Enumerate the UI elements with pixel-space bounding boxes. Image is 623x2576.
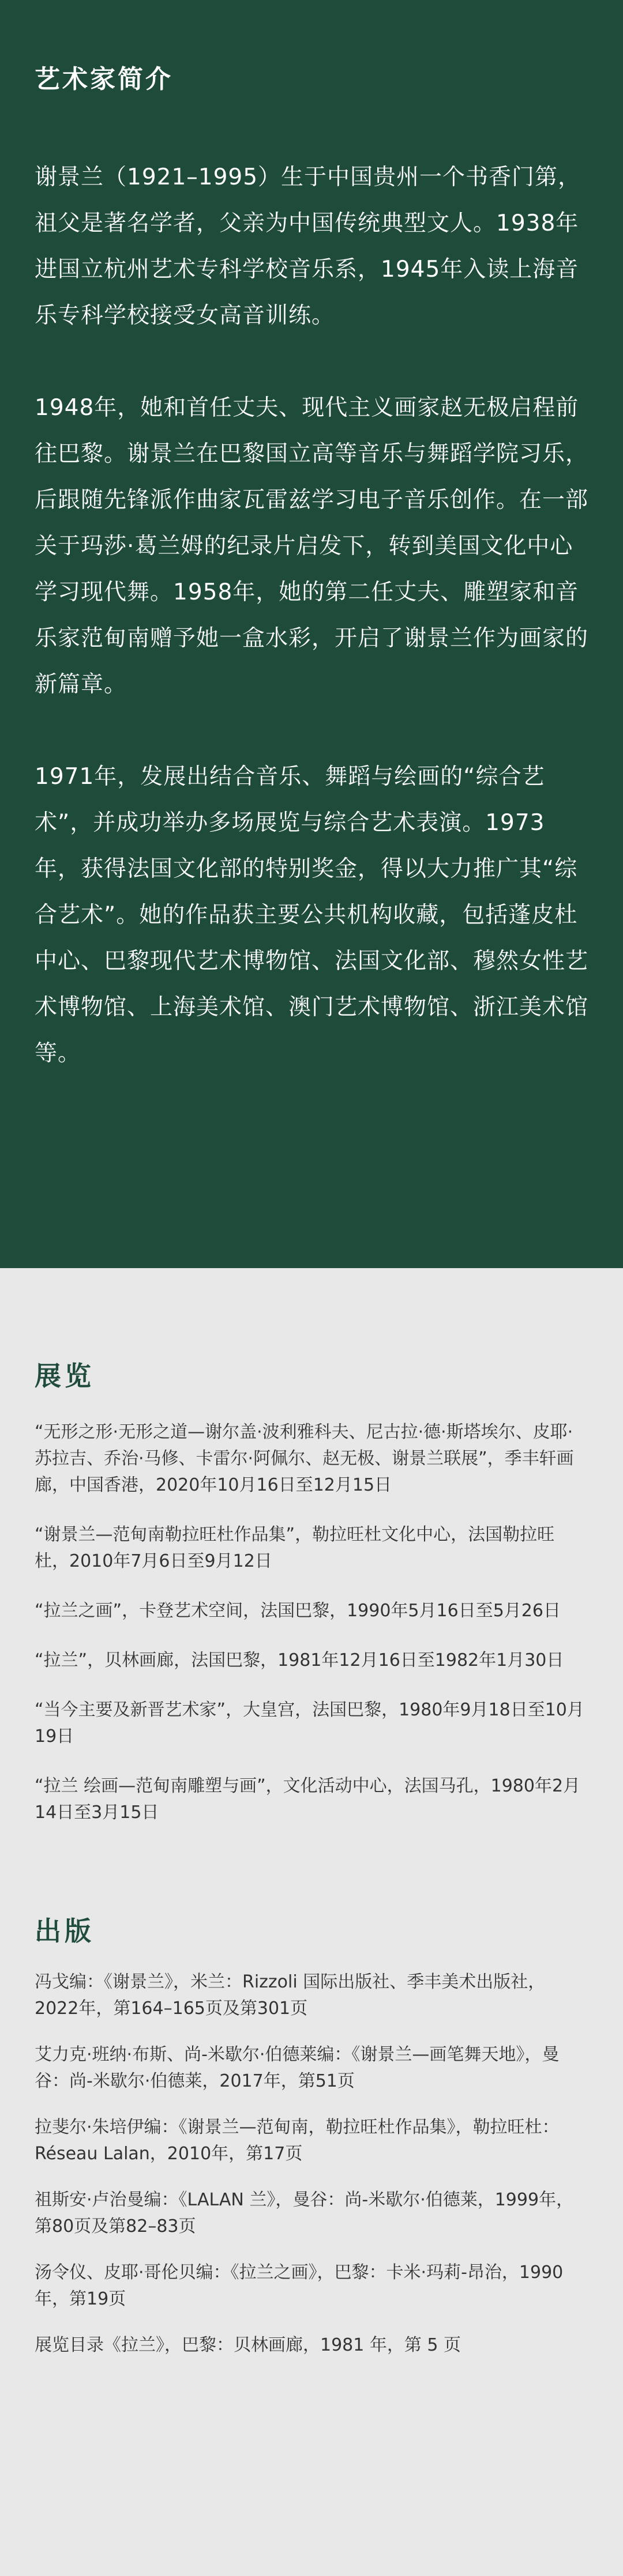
publication-item: 拉斐尔·朱培伊编：《谢景兰—范甸南，勒拉旺杜作品集》，勒拉旺杜：Réseau Lalan，2010年，第17页	[35, 2117, 560, 2164]
publication-item: 汤令仪、皮耶·哥伦贝编：《拉兰之画》，巴黎：卡米·玛莉-昂治，1990年，第19页	[35, 2262, 564, 2309]
bio-paragraph: 1948年，她和首任丈夫、现代主义画家赵无极启程前往巴黎。谢景兰在巴黎国立高等音乐与舞蹈学院习乐，后跟随先锋派作曲家瓦雷兹学习电子音乐创作。在一部关于玛莎·葛兰姆的纪录片启发下，转到美国文化中心学习现代舞。1958年，她的第二任丈夫、雕塑家和音乐家范甸南赠予她一盒水彩，开启了谢景兰作为画家的新篇章。	[35, 395, 589, 697]
artist-bio-section	[0, 0, 623, 1268]
exhibition-item: “当今主要及新晋艺术家”，大皇宫，法国巴黎，1980年9月18日至10月19日	[35, 1700, 584, 1747]
bio-paragraph: 谢景兰（1921–1995）生于中国贵州一个书香门第，祖父是著名学者，父亲为中国传统典型文人。1938年进国立杭州艺术专科学校音乐系，1945年入读上海音乐专科学校接受女高音训练。	[35, 164, 581, 329]
exhibition-item: “拉兰 绘画—范甸南雕塑与画”，文化活动中心，法国马孔，1980年2月14日至3月15日	[35, 1776, 581, 1823]
exhibitions-list	[35, 1419, 588, 1826]
bio-paragraph: 1971年，发展出结合音乐、舞蹈与绘画的“综合艺术”，并成功举办多场展览与综合艺术表演。1973年，获得法国文化部的特别奖金，得以大力推广其“综合艺术”。她的作品获主要公共机构收藏，包括蓬皮杜中心、巴黎现代艺术博物馆、法国文化部、穆然女性艺术博物馆、上海美术馆、澳门艺术博物馆、浙江美术馆等。	[35, 764, 589, 1066]
artist-bio-title: 艺术家简介	[35, 65, 173, 94]
publication-item: 艾力克·班纳·布斯、尚-米歇尔·伯德莱编：《谢景兰—画笔舞天地》，曼谷：尚-米歇尔·伯德莱，2017年，第51页	[35, 2045, 560, 2091]
publications-list	[35, 1969, 588, 2359]
exhibition-item: “拉兰”，贝林画廊，法国巴黎，1981年12月16日至1982年1月30日	[35, 1650, 564, 1670]
exhibition-item: “拉兰之画”，卡登艺术空间，法国巴黎，1990年5月16日至5月26日	[35, 1601, 561, 1621]
publications-title: 出版	[35, 1915, 95, 1947]
exhibition-item: “无形之形·无形之道—谢尔盖·波利雅科夫、尼古拉·德·斯塔埃尔、皮耶·苏拉吉、乔治·马修、卡雷尔·阿佩尔、赵无极、谢景兰联展”，季丰轩画廊，中国香港，2020年10月16日至12月15日	[35, 1422, 574, 1495]
exhibitions-title: 展览	[35, 1360, 95, 1391]
publication-item: 祖斯安·卢治曼编：《LALAN 兰》，曼谷：尚-米歇尔·伯德莱，1999年，第80页及第82–83页	[35, 2190, 574, 2236]
lower-section	[0, 1268, 623, 2359]
publication-item: 展览目录《拉兰》，巴黎：贝林画廊，1981 年，第 5 页	[35, 2335, 461, 2355]
exhibition-item: “谢景兰—范甸南勒拉旺杜作品集”，勒拉旺杜文化中心，法国勒拉旺杜，2010年7月6日至9月12日	[35, 1525, 555, 1571]
publication-item: 冯戈编：《谢景兰》，米兰：Rizzoli 国际出版社、季丰美术出版社，2022年，第164–165页及第301页	[35, 1972, 546, 2019]
